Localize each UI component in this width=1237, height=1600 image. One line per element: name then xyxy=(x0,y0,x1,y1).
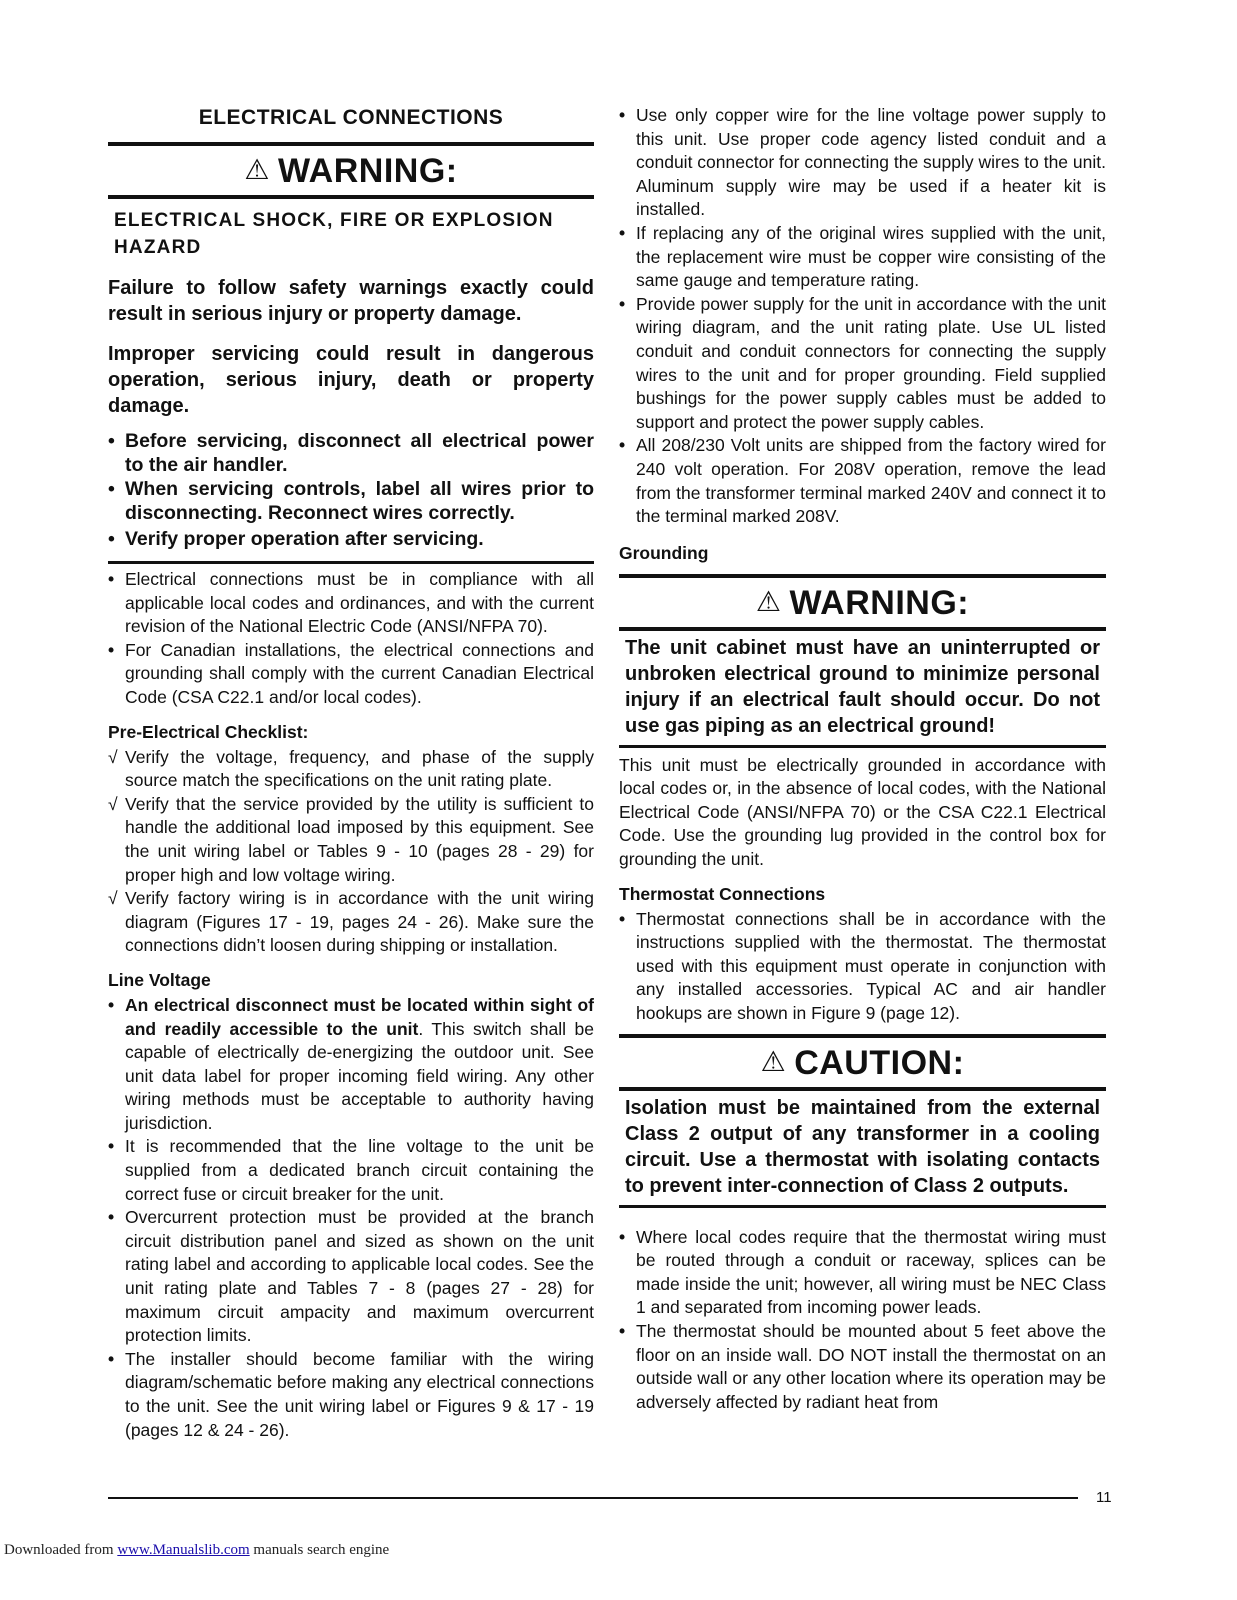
list-item: √ Verify the voltage, frequency, and phase of the supply source match the specifications on the unit rating plate. xyxy=(108,746,594,793)
wiring-bullets xyxy=(619,104,1106,529)
page-number: 11 xyxy=(1096,1489,1112,1506)
caution-text: Isolation must be maintained from the external Class 2 output of any transformer in a cooling circuit. Use a thermostat with isolating contacts to prevent inter-connection of Class 2 outputs. xyxy=(625,1096,1100,1197)
footer-rule xyxy=(108,1497,1078,1499)
warning-title: WARNING: xyxy=(789,583,970,622)
warning-paragraph: Failure to follow safety warnings exactly could result in serious injury or property damage. xyxy=(108,277,594,325)
warning-triangle-icon: ⚠ xyxy=(244,154,270,185)
divider xyxy=(619,745,1106,748)
divider xyxy=(108,561,594,564)
warning-bullets xyxy=(108,429,594,551)
list-item: • All 208/230 Volt units are shipped from the factory wired for 240 volt operation. For 208V operation, remove the lead from the transformer terminal marked 240V and connect it to the terminal marked 208V. xyxy=(619,434,1106,528)
download-line xyxy=(4,1542,389,1559)
warning-paragraph: Improper servicing could result in dangerous operation, serious injury, death or property damage. xyxy=(108,343,594,417)
manualslib-link[interactable]: www.Manualslib.com xyxy=(117,1542,250,1558)
warning-heading xyxy=(108,146,594,195)
checklist-heading: Pre-Electrical Checklist: xyxy=(108,721,309,742)
disconnect-rest: . This switch shall be capable of electrically de-energizing the outdoor unit. See unit data label for proper incoming field wiring. Any other wiring methods must be acceptable to authority having jurisdiction. xyxy=(125,1018,594,1133)
list-item: • The thermostat should be mounted about 5 feet above the floor on an inside wall. DO NOT install the thermostat on an outside wall or any other location where its operation may be adversely affected by radiant heat from xyxy=(619,1320,1106,1414)
thermostat-bullets xyxy=(619,908,1106,1026)
list-item: • Thermostat connections shall be in accordance with the instructions supplied with the thermostat. The thermostat used with this equipment must operate in conjunction with any installed accessories. Typical AC and air handler hookups are shown in Figure 9 (page 12). xyxy=(619,908,1106,1026)
divider xyxy=(619,627,1106,631)
section-title: ELECTRICAL CONNECTIONS xyxy=(198,106,504,129)
caution-title: CAUTION: xyxy=(794,1043,965,1082)
divider xyxy=(619,1087,1106,1091)
left-column xyxy=(108,100,594,1442)
list-item: • When servicing controls, label all wires prior to disconnecting. Reconnect wires correctly. xyxy=(108,477,594,525)
download-suffix: manuals search engine xyxy=(249,1542,390,1558)
list-item: • It is recommended that the line voltage to the unit be supplied from a dedicated branch circuit containing the correct fuse or circuit breaker for the unit. xyxy=(108,1135,594,1206)
list-item: • Verify proper operation after servicing. xyxy=(108,527,594,551)
caution-heading xyxy=(619,1038,1106,1087)
compliance-bullets xyxy=(108,568,594,710)
checklist xyxy=(108,746,594,958)
grounding-paragraph: This unit must be electrically grounded in accordance with local codes or, in the absence of local codes, with the National Electrical Code (ANSI/NFPA 70) or the CSA C22.1 Electrical Code. Use the grounding lug provided in the control box for grounding the unit. xyxy=(619,754,1106,870)
warning-title: WARNING: xyxy=(277,152,458,190)
grounding-warning-heading xyxy=(619,578,1106,627)
hazard-label: ELECTRICAL SHOCK, FIRE OR EXPLOSION HAZARD xyxy=(114,210,554,258)
download-prefix: Downloaded from xyxy=(4,1542,118,1558)
list-item: √ Verify factory wiring is in accordance with the unit wiring diagram (Figures 17 - 19, pages 24 - 26). Make sure the connections didn’t loosen during shipping or installation. xyxy=(108,887,594,958)
list-item: • Where local codes require that the thermostat wiring must be routed through a conduit or raceway, splices can be made inside the unit; however, all wiring must be NEC Class 1 and separated from incoming power leads. xyxy=(619,1226,1106,1320)
grounding-heading: Grounding xyxy=(619,542,709,563)
thermostat-bullets-2 xyxy=(619,1226,1106,1415)
list-item xyxy=(108,994,594,1136)
list-item: • Electrical connections must be in compliance with all applicable local codes and ordinances, and with the current revision of the National Electric Code (ANSI/NFPA 70). xyxy=(108,568,594,639)
warning-triangle-icon: ⚠ xyxy=(755,585,782,617)
list-item: • Overcurrent protection must be provided at the branch circuit distribution panel and sized as shown on the unit rating label and according to applicable local codes. See the unit rating plate and Tables 7 - 8 (pages 27 - 28) for maximum circuit ampacity and maximum overcurrent protection limits. xyxy=(108,1206,594,1348)
line-voltage-bullets xyxy=(108,994,594,1442)
list-item: √ Verify that the service provided by the utility is sufficient to handle the additional load imposed by this equipment. See the unit wiring label or Tables 9 - 10 (pages 28 - 29) for proper high and low voltage wiring. xyxy=(108,793,594,887)
caution-triangle-icon: ⚠ xyxy=(760,1045,787,1077)
list-item: • Before servicing, disconnect all electrical power to the air handler. xyxy=(108,429,594,477)
divider xyxy=(619,1205,1106,1208)
grounding-warning-text: The unit cabinet must have an uninterrupted or unbroken electrical ground to minimize personal injury if an electrical fault should occur. Do not use gas piping as an electrical ground! xyxy=(625,636,1100,737)
disconnect-emphasis: An electrical disconnect must be located within sight of and readily accessible to the unit xyxy=(125,994,594,1039)
right-column xyxy=(619,104,1106,1414)
line-voltage-heading: Line Voltage xyxy=(108,969,211,990)
list-item: • Use only copper wire for the line voltage power supply to this unit. Use proper code agency listed conduit and a conduit connector for connecting the supply wires to the unit. Aluminum supply wire may be used if a heater kit is installed. xyxy=(619,104,1106,222)
list-item: • For Canadian installations, the electrical connections and grounding shall comply with the current Canadian Electrical Code (CSA C22.1 and/or local codes). xyxy=(108,639,594,710)
list-item: • Provide power supply for the unit in accordance with the unit wiring diagram, and the unit rating plate. Use UL listed conduit and conduit connectors for connecting the supply wires to the unit and for proper grounding. Field supplied bushings for the power supply cables must be added to support and protect the power supply cables. xyxy=(619,293,1106,435)
list-item: • If replacing any of the original wires supplied with the unit, the replacement wire must be copper wire consisting of the same gauge and temperature rating. xyxy=(619,222,1106,293)
divider xyxy=(108,195,594,199)
thermostat-heading: Thermostat Connections xyxy=(619,883,826,904)
list-item: • The installer should become familiar with the wiring diagram/schematic before making any electrical connections to the unit. See the unit wiring label or Figures 9 & 17 - 19 (pages 12 & 24 - 26). xyxy=(108,1348,594,1442)
